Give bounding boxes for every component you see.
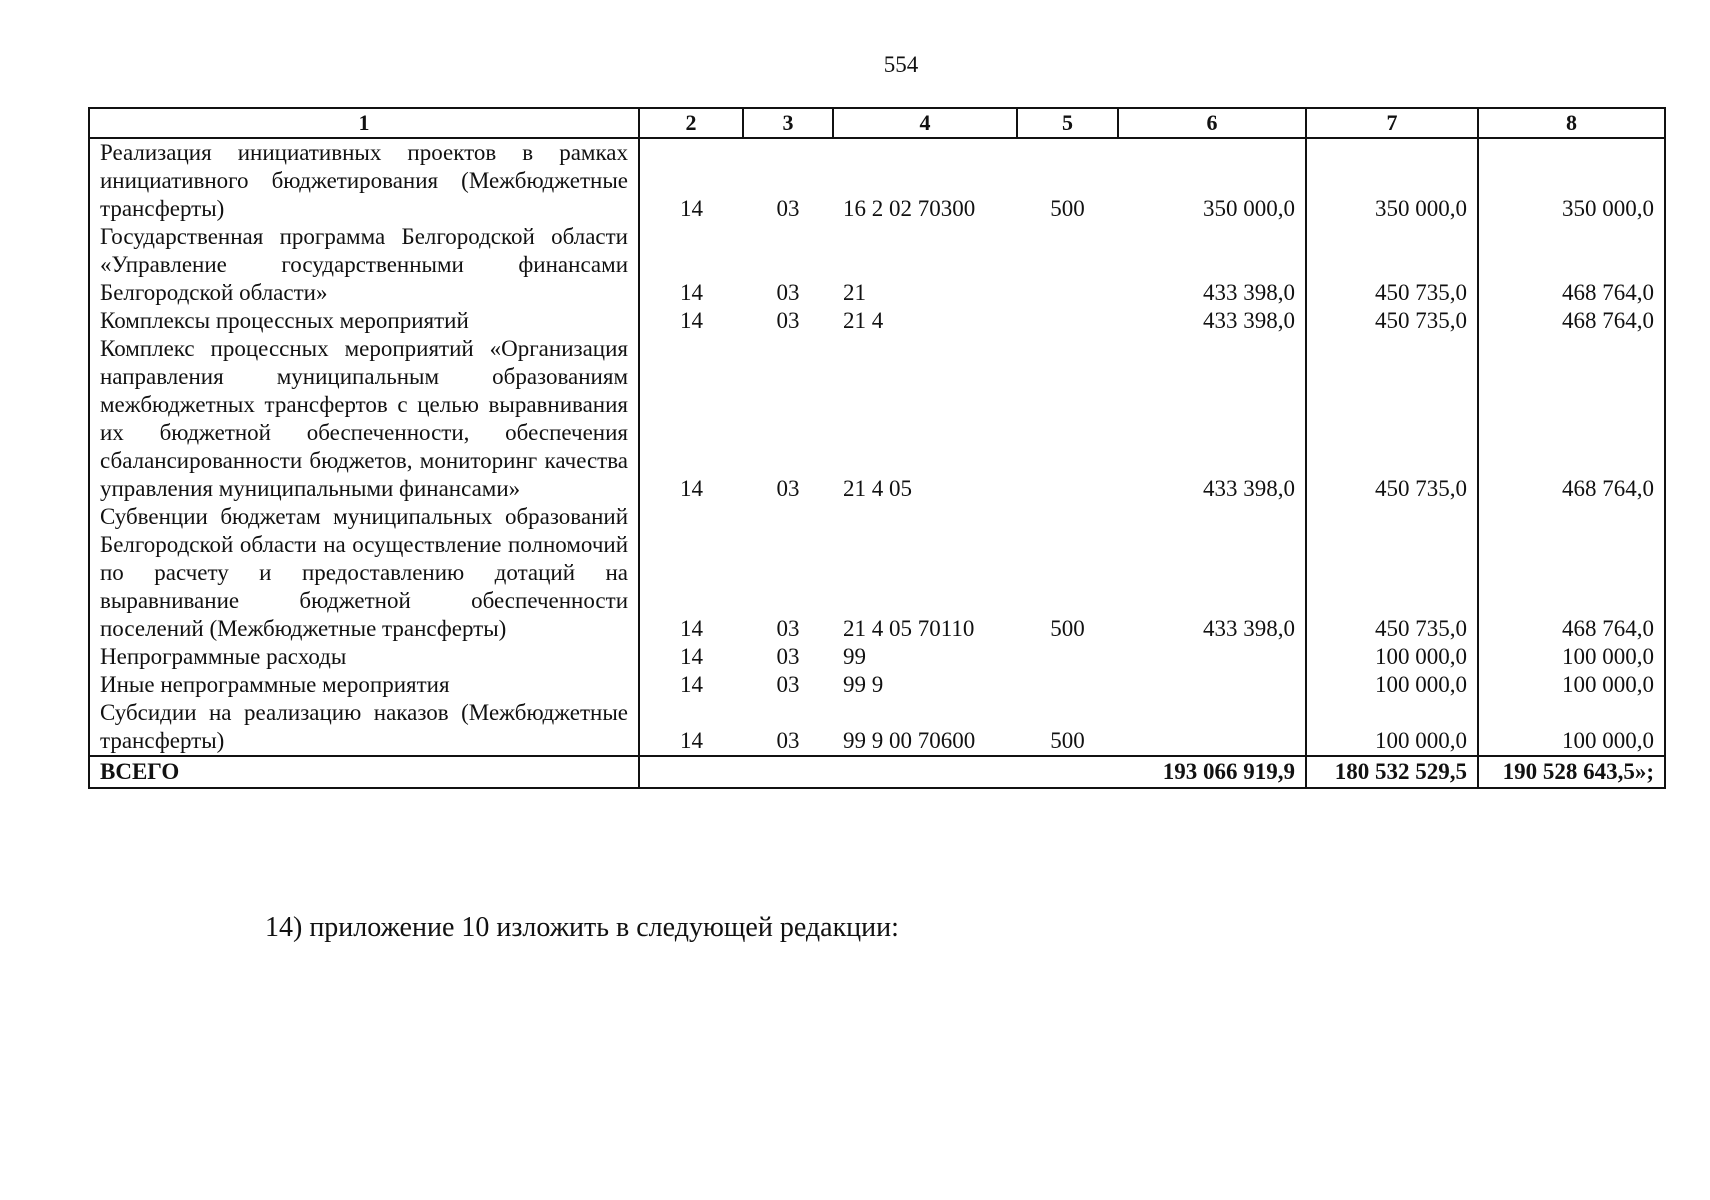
section-code: 14 bbox=[639, 503, 743, 643]
subsection-code: 03 bbox=[776, 280, 800, 305]
expense-type-code: 500 bbox=[1017, 699, 1118, 756]
section-code: 14 bbox=[639, 335, 743, 503]
amount-col-7: 450 735,0 bbox=[1306, 307, 1478, 335]
table-row bbox=[89, 335, 1665, 503]
row-description: Непрограммные расходы bbox=[89, 643, 639, 671]
target-article-code: 16 2 02 70300 bbox=[843, 196, 976, 221]
amount-col-7: 450 735,0 bbox=[1306, 223, 1478, 307]
amount-col-6 bbox=[1118, 643, 1306, 671]
amount-col-6: 350 000,0 bbox=[1118, 138, 1306, 223]
expense-type-code bbox=[1017, 671, 1118, 699]
amount-col-8: 100 000,0 bbox=[1478, 699, 1665, 756]
total-row bbox=[89, 756, 1665, 788]
section-code: 14 bbox=[639, 699, 743, 756]
row-description: Комплексы процессных мероприятий bbox=[89, 307, 639, 335]
expense-type-code bbox=[1017, 335, 1118, 503]
subsection-code: 03 bbox=[776, 644, 800, 669]
row-description: Субсидии на реализацию наказов (Межбюджетные трансферты) bbox=[89, 699, 639, 756]
amount-col-8: 350 000,0 bbox=[1478, 138, 1665, 223]
expense-type-code bbox=[1017, 307, 1118, 335]
amount-col-8: 468 764,0 bbox=[1478, 307, 1665, 335]
amount-col-8: 468 764,0 bbox=[1478, 223, 1665, 307]
section-code: 14 bbox=[639, 307, 743, 335]
target-article-code: 99 bbox=[843, 644, 866, 669]
expense-type-code: 500 bbox=[1050, 616, 1085, 641]
target-article-code: 99 9 00 70600 bbox=[833, 699, 1017, 756]
amount-col-8: 100 000,0 bbox=[1478, 671, 1665, 699]
row-description: Иные непрограммные мероприятия bbox=[89, 671, 639, 699]
page-number: 554 bbox=[883, 52, 919, 77]
target-article-code: 21 bbox=[843, 280, 866, 305]
section-code: 14 bbox=[639, 671, 743, 699]
subsection-code: 03 bbox=[776, 672, 800, 697]
amount-col-7: 450 735,0 bbox=[1306, 503, 1478, 643]
table-row bbox=[89, 503, 1665, 643]
expense-type-code: 500 bbox=[1050, 196, 1085, 221]
amount-col-7: 450 735,0 bbox=[1306, 335, 1478, 503]
total-amount-c6: 193 066 919,9 bbox=[1118, 756, 1306, 788]
column-header: 7 bbox=[1306, 108, 1478, 138]
total-amount-c7: 180 532 529,5 bbox=[1306, 756, 1478, 788]
row-description: Комплекс процессных мероприятий «Организация направления муниципальным образованиям межбюджетных трансфертов с целью выравнивания их бюджетной обеспеченности, обеспечения сбалансированности бюджетов, мониторинг качества управления муниципальными финансами» bbox=[89, 335, 639, 503]
subsection-code: 03 bbox=[776, 308, 800, 333]
section-code: 14 bbox=[639, 643, 743, 671]
target-article-code: 21 4 05 bbox=[843, 476, 912, 501]
amount-col-7: 350 000,0 bbox=[1306, 138, 1478, 223]
column-header: 5 bbox=[1017, 108, 1118, 138]
expense-type-code bbox=[1017, 643, 1118, 671]
amount-col-6: 433 398,0 bbox=[1118, 503, 1306, 643]
amount-col-8: 468 764,0 bbox=[1478, 503, 1665, 643]
amount-col-6: 433 398,0 bbox=[1118, 307, 1306, 335]
expense-type-code bbox=[1017, 223, 1118, 307]
subsection-code: 03 bbox=[776, 196, 800, 221]
row-description: Субвенции бюджетам муниципальных образований Белгородской области на осуществление полномочий по расчету и предоставлению дотаций на выравнивание бюджетной обеспеченности поселений (Межбюджетные трансферты) bbox=[89, 503, 639, 643]
subsection-code: 03 bbox=[776, 476, 800, 501]
amount-col-7: 100 000,0 bbox=[1306, 643, 1478, 671]
table-row bbox=[89, 223, 1665, 307]
row-description: Государственная программа Белгородской области «Управление государственными финансами Белгородской области» bbox=[89, 223, 639, 307]
amount-col-6 bbox=[1118, 699, 1306, 756]
total-amount-c8: 190 528 643,5»; bbox=[1478, 756, 1665, 788]
section-code: 14 bbox=[639, 223, 743, 307]
column-header: 4 bbox=[833, 108, 1017, 138]
table-row bbox=[89, 307, 1665, 335]
total-label: ВСЕГО bbox=[89, 756, 639, 788]
table-header-row bbox=[89, 108, 1665, 138]
amount-col-6: 433 398,0 bbox=[1118, 223, 1306, 307]
column-header: 1 bbox=[89, 108, 639, 138]
column-header: 2 bbox=[639, 108, 743, 138]
table-row bbox=[89, 699, 1665, 756]
amount-col-6: 433 398,0 bbox=[1118, 335, 1306, 503]
section-code: 14 bbox=[639, 138, 743, 223]
amount-col-8: 468 764,0 bbox=[1478, 335, 1665, 503]
table-row bbox=[89, 671, 1665, 699]
row-description: Реализация инициативных проектов в рамках инициативного бюджетирования (Межбюджетные трансферты) bbox=[89, 138, 639, 223]
target-article-code: 21 4 05 70110 bbox=[843, 616, 975, 641]
subsection-code: 03 bbox=[743, 699, 833, 756]
amount-col-8: 100 000,0 bbox=[1478, 643, 1665, 671]
closing-instruction: 14) приложение 10 изложить в следующей редакции: bbox=[265, 912, 899, 943]
table-row bbox=[89, 138, 1665, 223]
column-header: 3 bbox=[743, 108, 833, 138]
target-article-code: 99 9 bbox=[843, 672, 884, 697]
target-article-code: 21 4 bbox=[843, 308, 884, 333]
budget-table bbox=[88, 107, 1666, 789]
total-empty-cell bbox=[639, 756, 1118, 788]
column-header: 8 bbox=[1478, 108, 1665, 138]
amount-col-7: 100 000,0 bbox=[1306, 671, 1478, 699]
subsection-code: 03 bbox=[776, 616, 800, 641]
amount-col-6 bbox=[1118, 671, 1306, 699]
amount-col-7: 100 000,0 bbox=[1306, 699, 1478, 756]
column-header: 6 bbox=[1118, 108, 1306, 138]
table-row bbox=[89, 643, 1665, 671]
